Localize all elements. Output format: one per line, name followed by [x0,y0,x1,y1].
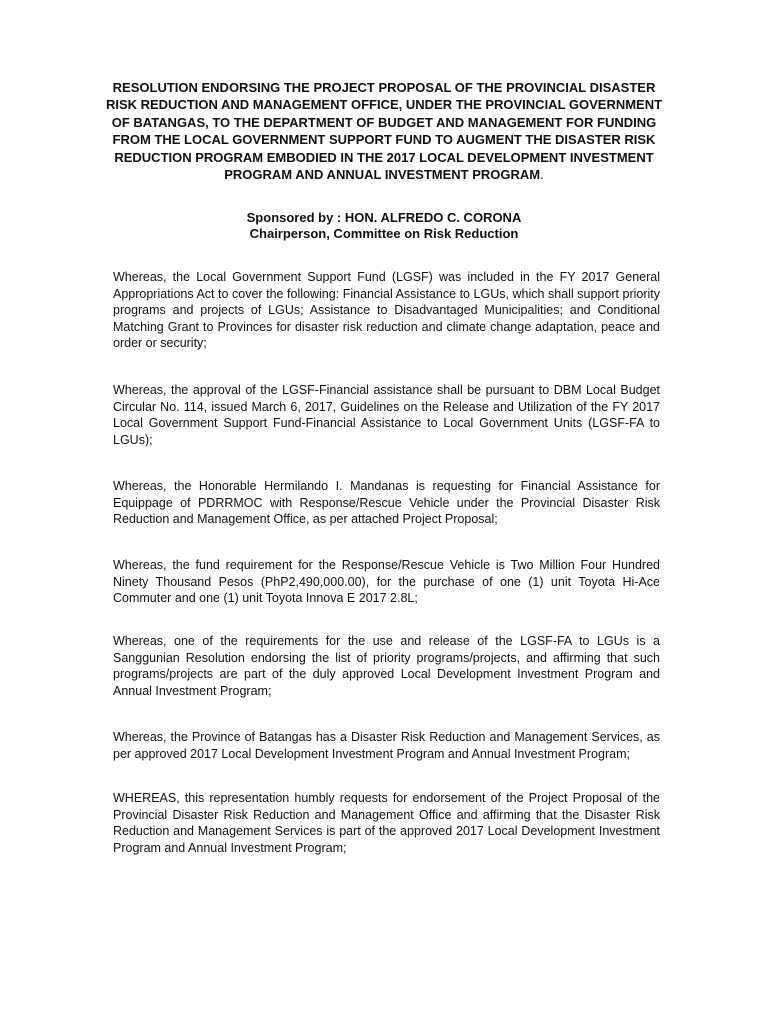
whereas-paragraph-5: Whereas, one of the requirements for the use and release of the LGSF-FA to LGUs is a Sanggunian Resolution endorsing the list of priority programs/projects, and affirming that such programs/projects are part of the duly approved Local Development Investment Program and Annual Investment Program; [113,634,660,698]
resolution-title [100,79,668,183]
resolution-title-period: . [540,167,544,183]
whereas-paragraph-6: Whereas, the Province of Batangas has a Disaster Risk Reduction and Management Services, as per approved 2017 Local Development Investment Program and Annual Investment Program; [113,730,660,761]
whereas-paragraph-1: Whereas, the Local Government Support Fund (LGSF) was included in the FY 2017 General Appropriations Act to cover the following: Financial Assistance to LGUs, which shall support priority programs and projects of LGUs; Assistance to Disadvantaged Municipalities; and Conditional Matching Grant to Provinces for disaster risk reduction and climate change adaptation, peace and order or security; [113,270,660,350]
sponsor-line: Sponsored by : HON. ALFREDO C. CORONA [246,210,522,225]
sponsor-title-line: Chairperson, Committee on Risk Reduction [249,226,519,241]
whereas-paragraph-7: WHEREAS, this representation humbly requests for endorsement of the Project Proposal of the Provincial Disaster Risk Reduction and Management Office and affirming that the Disaster Risk Reduction and Management Services is part of the approved 2017 Local Development Investment Program and Annual Investment Program; [113,791,660,855]
resolution-title-text: RESOLUTION ENDORSING THE PROJECT PROPOSAL OF THE PROVINCIAL DISASTER RISK REDUCTION AND MANAGEMENT OFFICE, UNDER THE PROVINCIAL GOVERNMENT OF BATANGAS, TO THE DEPARTMENT OF BUDGET AND MANAGEMENT FOR FUNDING FROM THE LOCAL GOVERNMENT SUPPORT FUND TO AUGMENT THE DISASTER RISK REDUCTION PROGRAM EMBODIED IN THE 2017 LOCAL DEVELOPMENT INVESTMENT PROGRAM AND ANNUAL INVESTMENT PROGRAM [105,80,663,183]
whereas-paragraph-2: Whereas, the approval of the LGSF-Financial assistance shall be pursuant to DBM Local Budget Circular No. 114, issued March 6, 2017, Guidelines on the Release and Utilization of the FY 2017 Local Government Support Fund-Financial Assistance to Local Government Units (LGSF-FA to LGUs); [113,383,660,447]
whereas-paragraph-4: Whereas, the fund requirement for the Response/Rescue Vehicle is Two Million Four Hundred Ninety Thousand Pesos (PhP2,490,000.00), for the purchase of one (1) unit Toyota Hi-Ace Commuter and one (1) unit Toyota Innova E 2017 2.8L; [113,558,660,605]
whereas-paragraph-3: Whereas, the Honorable Hermilando I. Mandanas is requesting for Financial Assistance for Equippage of PDRRMOC with Response/Rescue Vehicle under the Provincial Disaster Risk Reduction and Management Office, as per attached Project Proposal; [113,479,660,526]
sponsor-block [100,210,668,242]
